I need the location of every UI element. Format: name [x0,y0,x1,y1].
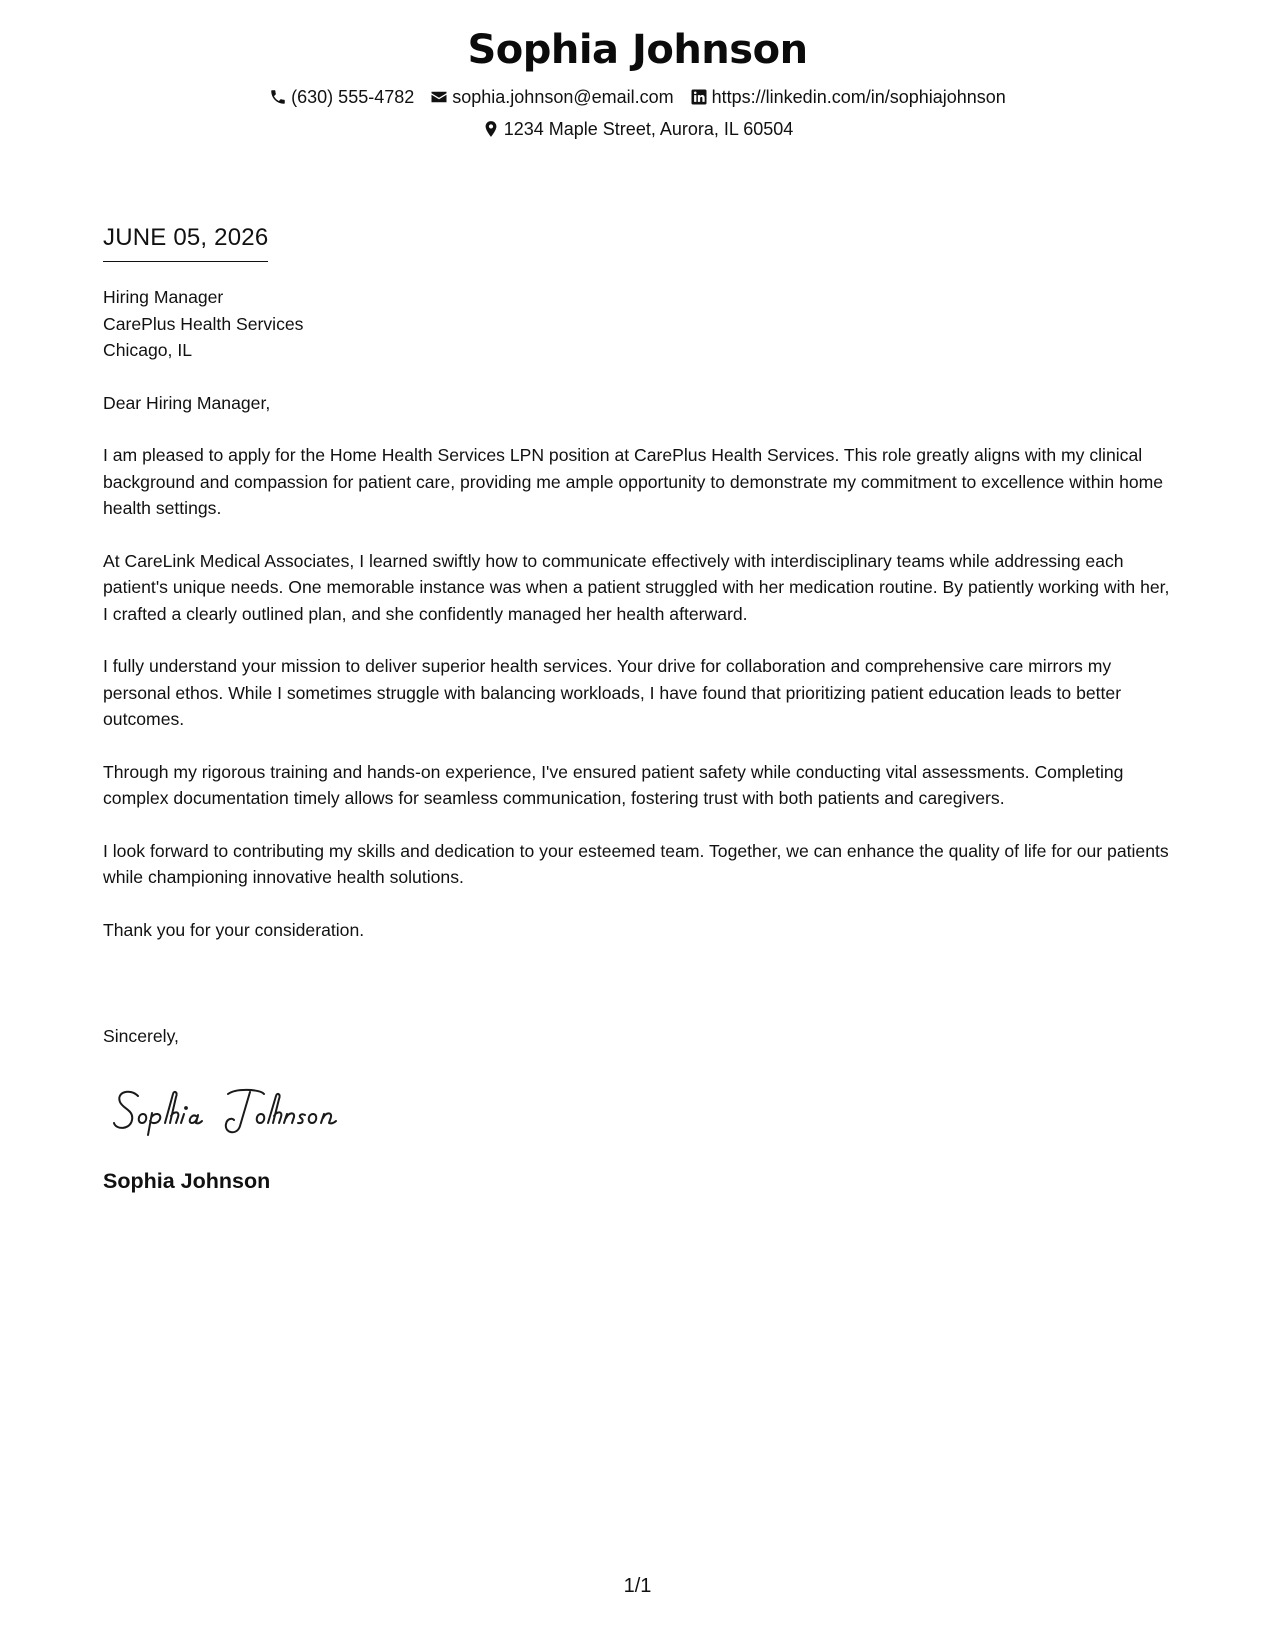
paragraph: Through my rigorous training and hands-on experience, I've ensured patient safety while conducting vital assessments. Completing complex documentation timely allows for seamless communication, fostering trust with both patients and caregivers. [103,761,1124,808]
paragraph: I look forward to contributing my skills and dedication to your esteemed team. Together, we can enhance the quality of life for our patients while championing innovative health solutions. [103,840,1169,887]
paragraph: I fully understand your mission to deliver superior health services. Your drive for collaboration and comprehensive care mirrors my personal ethos. While I sometimes struggle with balancing workloads, I have found that prioritizing patient education leads to better outcomes. [103,656,1122,729]
closing: Sincerely, [103,1026,179,1046]
email-address: sophia.johnson@email.com [452,87,674,107]
street-address: 1234 Maple Street, Aurora, IL 60504 [503,119,794,139]
email-contact [430,85,673,109]
linkedin-icon [690,88,708,106]
recipient-location: Chicago, IL [103,340,192,360]
paragraph: At CareLink Medical Associates, I learned swiftly how to communicate effectively with interdisciplinary teams while addressing each patient's unique needs. One memorable instance was when a patient struggled with her medication routine. By patiently working with her, I crafted a clearly outlined plan, and she confidently managed her health afterward. [103,550,1170,624]
address-row [0,117,1275,141]
applicant-name: Sophia Johnson [467,27,808,73]
letter-body [103,284,1173,943]
letter-header [0,22,1275,141]
page-number: 1/1 [623,1575,652,1597]
paragraph: I am pleased to apply for the Home Health Services LPN position at CarePlus Health Services. This role greatly aligns with my clinical background and compassion for patient care, providing me ample opportunity to demonstrate my commitment to excellence within home health settings. [103,445,1164,518]
letter-date: JUNE 05, 2026 [103,222,268,262]
linkedin-url: https://linkedin.com/in/sophiajohnson [711,87,1006,107]
phone-icon [269,88,287,106]
address-contact [482,117,794,141]
signed-name: Sophia Johnson [103,1169,271,1193]
recipient-company: CarePlus Health Services [103,313,304,334]
linkedin-contact [690,85,1006,109]
recipient-title: Hiring Manager [103,287,224,307]
handwritten-signature [110,1080,360,1140]
map-pin-icon [482,120,500,138]
recipient-block [103,284,1173,364]
paragraph: Thank you for your consideration. [103,919,365,940]
salutation: Dear Hiring Manager, [103,392,271,413]
phone-contact [269,85,414,109]
date-block [103,222,268,262]
phone-number: (630) 555-4782 [291,87,415,107]
contact-info-row [0,85,1275,109]
envelope-icon [430,88,448,106]
